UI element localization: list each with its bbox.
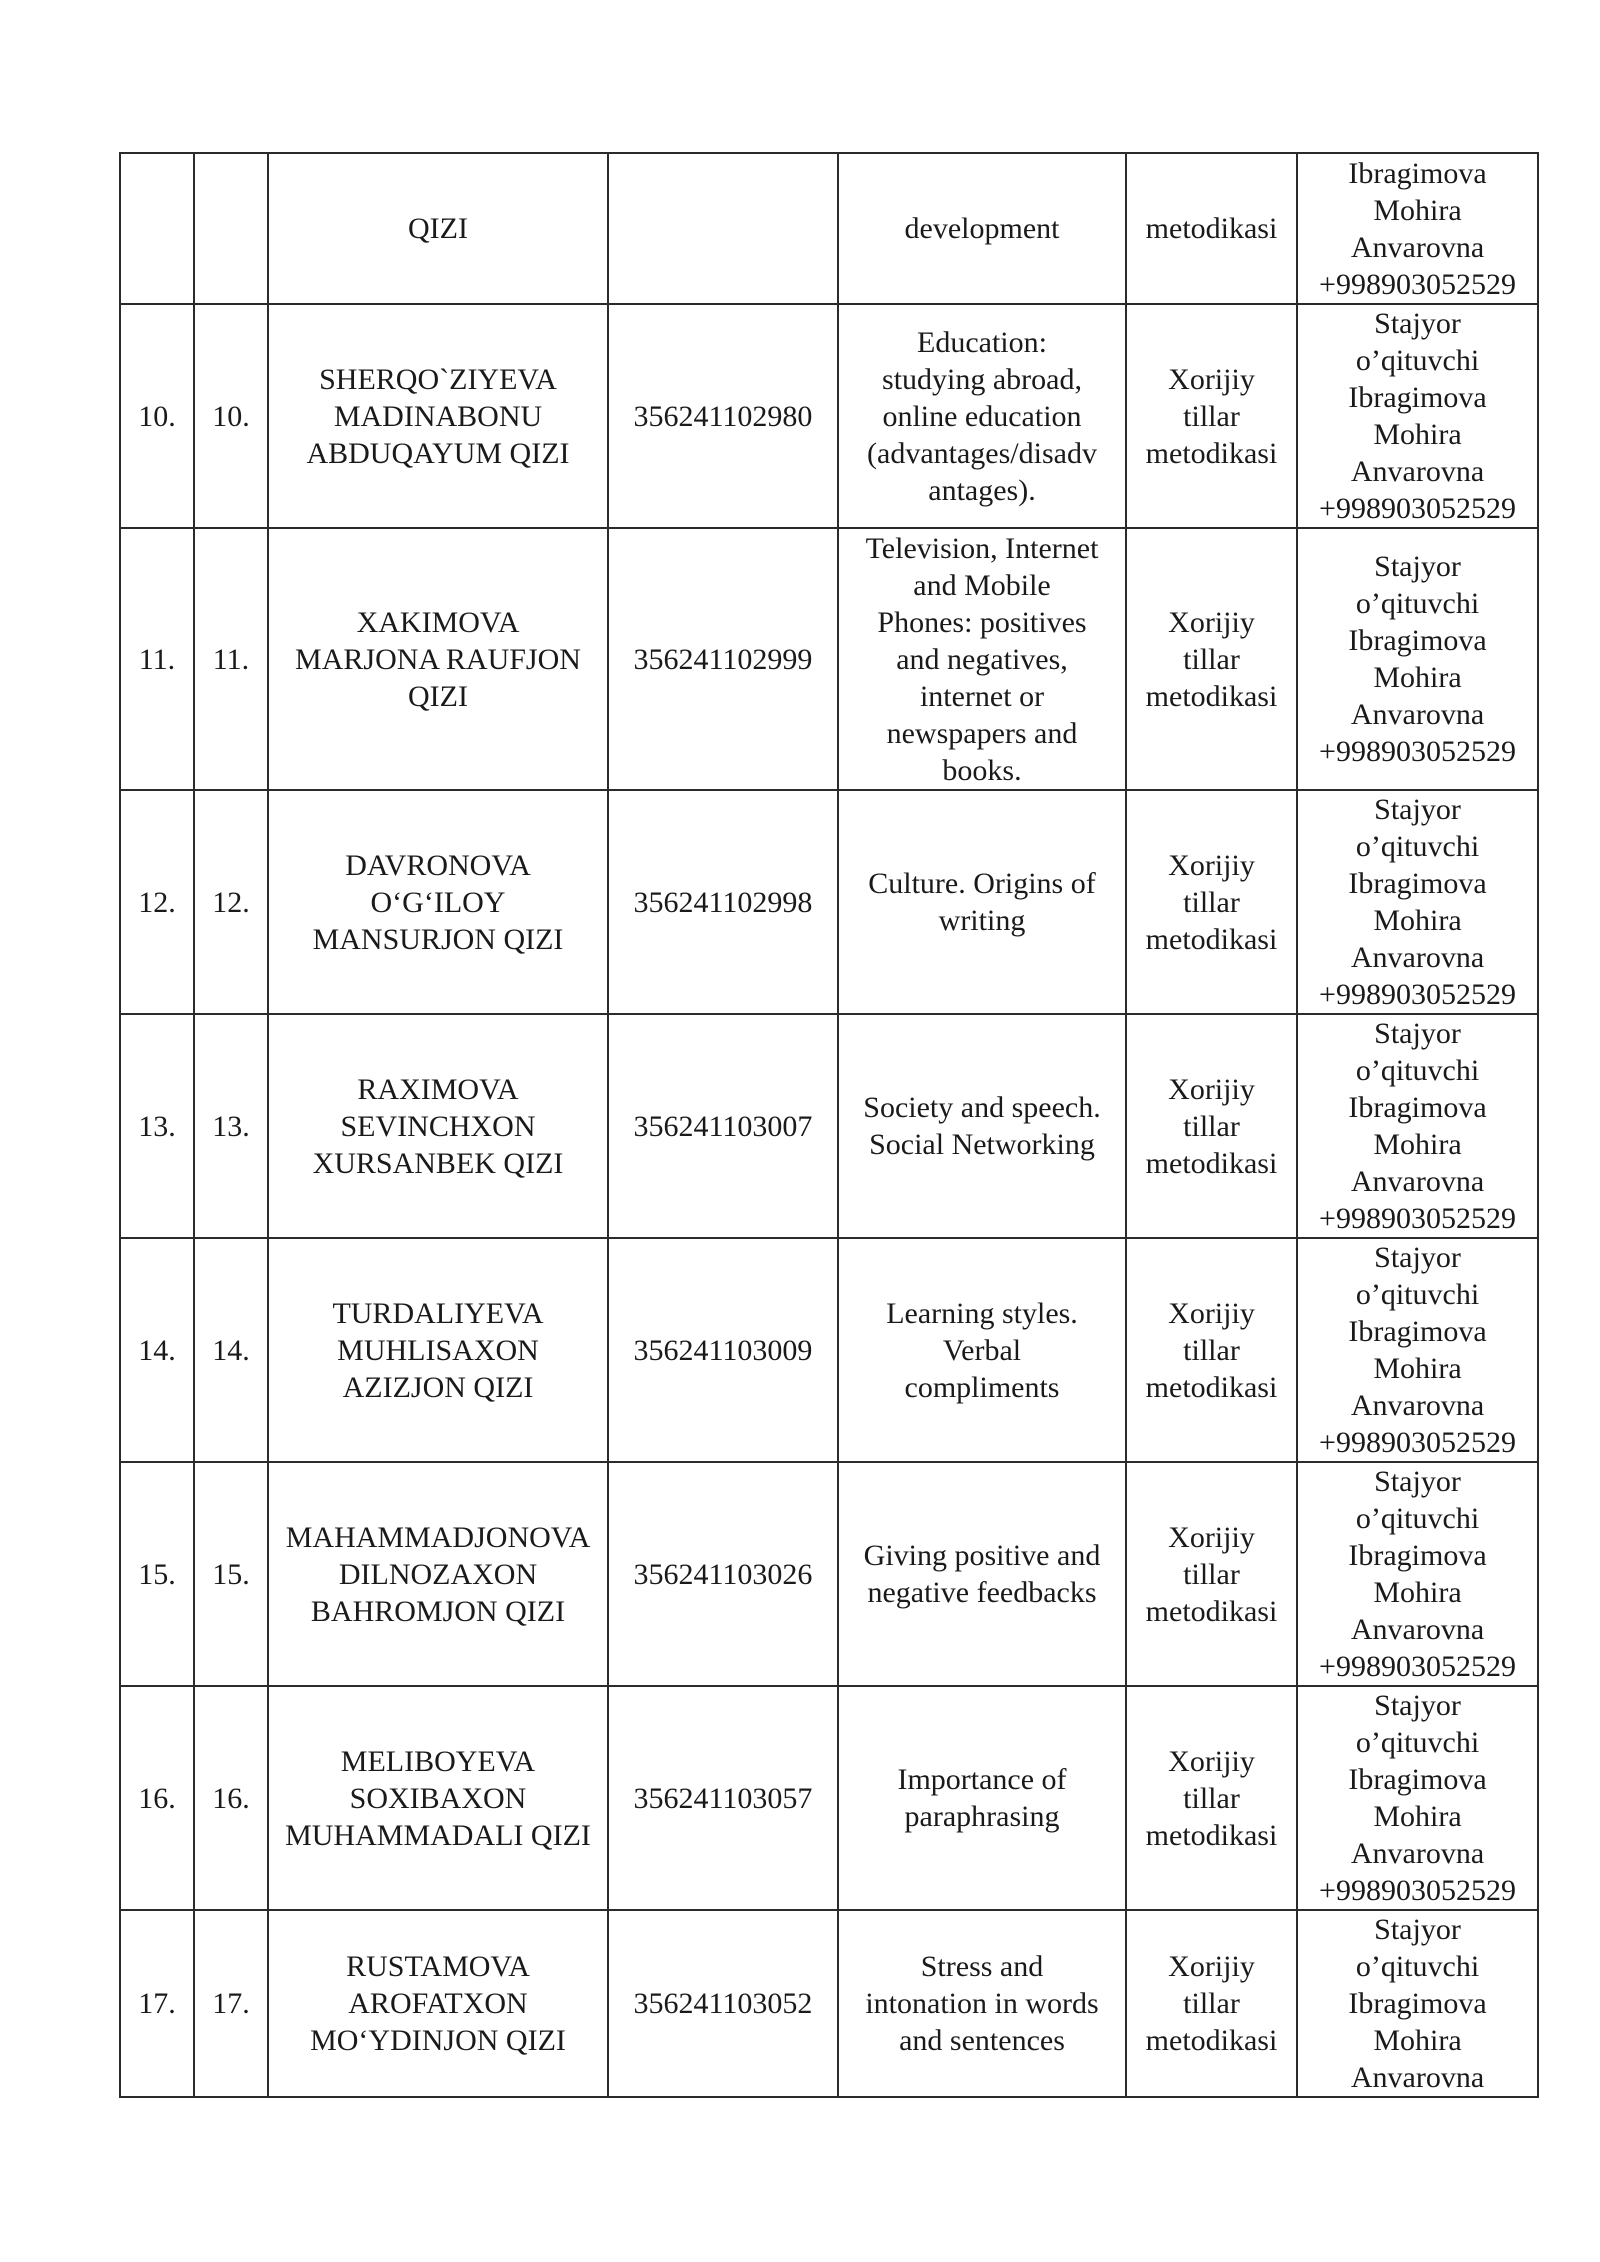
topic-title-line: internet or — [919, 679, 1045, 713]
supervisor-line: Stajyor — [1374, 1465, 1461, 1498]
department-line: Xorijiy — [1168, 1744, 1255, 1778]
department — [1126, 1238, 1297, 1462]
supervisor-line: o’qituvchi — [1355, 1950, 1480, 1983]
department — [1126, 153, 1297, 304]
topic-title-line: books. — [942, 753, 1022, 787]
department-line: metodikasi — [1145, 1370, 1278, 1404]
student-name-line: O‘G‘ILOY — [370, 885, 506, 919]
table-row — [120, 790, 1538, 1014]
supervisor-line: Ibragimova — [1348, 1091, 1487, 1124]
table-row — [120, 1462, 1538, 1686]
supervisor-line: Mohira — [1373, 1128, 1462, 1161]
supervisor-line: Ibragimova — [1348, 1987, 1487, 2020]
supervisor-line: o’qituvchi — [1355, 587, 1480, 620]
list-number: 15. — [194, 1462, 268, 1686]
supervisor-line: Anvarovna — [1350, 941, 1485, 974]
department-line: tillar — [1183, 885, 1240, 919]
row-number — [120, 153, 194, 304]
topic-title-line: (advantages/disadv — [867, 436, 1097, 470]
list-number: 10. — [194, 304, 268, 528]
student-name — [268, 528, 608, 790]
topic-title-line: Society and speech. — [863, 1091, 1101, 1124]
supervisor-line: Mohira — [1373, 2024, 1462, 2057]
topic-title-line: negative feedbacks — [867, 1576, 1097, 1609]
student-id: 356241102999 — [608, 528, 838, 790]
table-row — [120, 304, 1538, 528]
student-name-line: MELIBOYEVA — [340, 1744, 536, 1778]
department-line: tillar — [1183, 1109, 1240, 1143]
supervisor-line: +998903052529 — [1319, 735, 1516, 768]
table-row — [120, 1014, 1538, 1238]
department — [1126, 1686, 1297, 1910]
topic-title-line: Learning styles. — [886, 1296, 1078, 1330]
topic-title-line: and sentences — [899, 2024, 1065, 2057]
supervisor — [1297, 1238, 1538, 1462]
supervisor-line: Ibragimova — [1348, 624, 1487, 657]
student-name-line: AROFATXON — [348, 1987, 528, 2020]
row-number: 17. — [120, 1910, 194, 2097]
student-name-line: XURSANBEK QIZI — [312, 1146, 564, 1180]
student-id: 356241102980 — [608, 304, 838, 528]
supervisor — [1297, 1014, 1538, 1238]
supervisor-line: +998903052529 — [1319, 1426, 1516, 1459]
row-number: 10. — [120, 304, 194, 528]
student-id: 356241103026 — [608, 1462, 838, 1686]
topic-title-line: paraphrasing — [904, 1800, 1060, 1833]
row-number: 15. — [120, 1462, 194, 1686]
supervisor-line: Ibragimova — [1348, 1315, 1487, 1348]
supervisor-line: Mohira — [1373, 1352, 1462, 1385]
row-number: 13. — [120, 1014, 194, 1238]
topic-title — [838, 1014, 1126, 1238]
department — [1126, 1014, 1297, 1238]
student-name — [268, 790, 608, 1014]
supervisor-line: +998903052529 — [1319, 978, 1516, 1011]
supervisor-line: o’qituvchi — [1355, 830, 1480, 863]
topic-title — [838, 1462, 1126, 1686]
list-number: 12. — [194, 790, 268, 1014]
student-id: 356241102998 — [608, 790, 838, 1014]
supervisor — [1297, 1462, 1538, 1686]
topic-title-line: Education: — [917, 325, 1047, 359]
department — [1126, 304, 1297, 528]
supervisor-line: Ibragimova — [1348, 381, 1487, 414]
topic-title — [838, 1238, 1126, 1462]
department-line: metodikasi — [1145, 436, 1278, 470]
row-number: 16. — [120, 1686, 194, 1910]
topic-title-line: Stress and — [920, 1950, 1044, 1983]
topic-title — [838, 1686, 1126, 1910]
department-line: tillar — [1183, 1557, 1240, 1591]
topic-title — [838, 790, 1126, 1014]
topic-title-line: Culture. Origins of — [868, 867, 1096, 900]
supervisor — [1297, 1686, 1538, 1910]
student-id: 356241103057 — [608, 1686, 838, 1910]
list-number: 11. — [194, 528, 268, 790]
student-name — [268, 1686, 608, 1910]
student-name-line: MADINABONU — [333, 399, 543, 433]
supervisor-line: o’qituvchi — [1355, 1726, 1480, 1759]
student-name-line: MAHAMMADJONOVA — [285, 1520, 591, 1554]
list-number: 17. — [194, 1910, 268, 2097]
table-row — [120, 528, 1538, 790]
supervisor-line: Mohira — [1373, 418, 1462, 451]
student-name-line: MO‘YDINJON QIZI — [310, 2024, 566, 2057]
student-id: 356241103009 — [608, 1238, 838, 1462]
topic-title-line: Importance of — [897, 1763, 1067, 1796]
student-name-line: QIZI — [408, 679, 468, 713]
department-line: tillar — [1183, 1987, 1240, 2020]
table-row — [120, 153, 1538, 304]
student-name-line: SEVINCHXON — [340, 1109, 536, 1143]
supervisor-line: Mohira — [1373, 1576, 1462, 1609]
department-line: metodikasi — [1145, 2024, 1278, 2057]
topic-title-line: and Mobile — [913, 568, 1051, 602]
topic-title-line: writing — [938, 904, 1026, 937]
student-name-line: MANSURJON QIZI — [312, 922, 564, 956]
supervisor-line: Anvarovna — [1350, 1389, 1485, 1422]
table-body — [120, 153, 1538, 2097]
topic-title-line: online education — [882, 399, 1082, 433]
table-row — [120, 1238, 1538, 1462]
supervisor-line: +998903052529 — [1319, 1650, 1516, 1683]
supervisor-line: Stajyor — [1374, 307, 1461, 340]
student-name-line: SHERQO`ZIYEVA — [319, 362, 557, 396]
supervisor-line: Ibragimova — [1348, 1539, 1487, 1572]
supervisor-line: Stajyor — [1374, 550, 1461, 583]
department — [1126, 528, 1297, 790]
supervisor — [1297, 304, 1538, 528]
supervisor-line: Stajyor — [1374, 1241, 1461, 1274]
department-line: Xorijiy — [1168, 605, 1255, 639]
department-line: metodikasi — [1145, 922, 1278, 956]
student-name-line: DILNOZAXON — [338, 1557, 538, 1591]
topic-title-line: development — [904, 212, 1060, 245]
student-name — [268, 1462, 608, 1686]
student-name-line: AZIZJON QIZI — [342, 1370, 534, 1404]
supervisor-line: +998903052529 — [1319, 1202, 1516, 1235]
department-line: tillar — [1183, 642, 1240, 676]
student-name — [268, 1238, 608, 1462]
supervisor-line: Ibragimova — [1348, 1763, 1487, 1796]
supervisor-line: Anvarovna — [1350, 698, 1485, 731]
supervisor-line: +998903052529 — [1319, 267, 1516, 301]
row-number: 11. — [120, 528, 194, 790]
supervisor — [1297, 790, 1538, 1014]
supervisor-line: o’qituvchi — [1355, 344, 1480, 377]
supervisor-line: Anvarovna — [1350, 1613, 1485, 1646]
department-line: metodikasi — [1145, 1818, 1278, 1852]
supervisor-line: Mohira — [1373, 661, 1462, 694]
supervisor — [1297, 528, 1538, 790]
student-name-line: BAHROMJON QIZI — [310, 1594, 566, 1628]
topic-title-line: Giving positive and — [863, 1539, 1101, 1572]
department-line: tillar — [1183, 1333, 1240, 1367]
student-name — [268, 304, 608, 528]
topic-title-line: newspapers and — [886, 716, 1078, 750]
student-name-line: RUSTAMOVA — [346, 1950, 530, 1983]
department — [1126, 790, 1297, 1014]
student-name-line: MARJONA RAUFJON — [295, 642, 581, 676]
student-name-line: QIZI — [408, 212, 468, 245]
supervisor-line: Anvarovna — [1350, 455, 1485, 488]
department — [1126, 1462, 1297, 1686]
supervisor-line: Stajyor — [1374, 793, 1461, 826]
supervisor-line: o’qituvchi — [1355, 1502, 1480, 1535]
student-name-line: MUHLISAXON — [337, 1333, 539, 1367]
supervisor-line: Stajyor — [1374, 1913, 1461, 1946]
supervisor-line: Anvarovna — [1350, 1837, 1485, 1870]
row-number: 14. — [120, 1238, 194, 1462]
student-name-line: MUHAMMADALI QIZI — [285, 1818, 591, 1852]
topic-title-line: antages). — [928, 473, 1036, 507]
table-row — [120, 1686, 1538, 1910]
student-name — [268, 153, 608, 304]
supervisor — [1297, 1910, 1538, 2097]
topic-title-line: Phones: positives — [877, 605, 1087, 639]
supervisor-line: Ibragimova — [1348, 156, 1487, 190]
department-line: Xorijiy — [1168, 362, 1255, 396]
student-name-line: XAKIMOVA — [356, 605, 520, 639]
supervisor-line: Stajyor — [1374, 1689, 1461, 1722]
department-line: metodikasi — [1145, 1594, 1278, 1628]
department-line: metodikasi — [1145, 212, 1278, 245]
supervisor-line: Anvarovna — [1350, 230, 1485, 264]
list-number — [194, 153, 268, 304]
supervisor-line: +998903052529 — [1319, 492, 1516, 525]
department-line: Xorijiy — [1168, 1520, 1255, 1554]
student-id — [608, 153, 838, 304]
list-number: 14. — [194, 1238, 268, 1462]
supervisor-line: o’qituvchi — [1355, 1278, 1480, 1311]
list-number: 16. — [194, 1686, 268, 1910]
student-name — [268, 1910, 608, 2097]
supervisor — [1297, 153, 1538, 304]
topic-title-line: Television, Internet — [865, 531, 1099, 565]
topic-title — [838, 153, 1126, 304]
topic-title — [838, 1910, 1126, 2097]
supervisor-line: Mohira — [1373, 1800, 1462, 1833]
supervisor-line: +998903052529 — [1319, 1874, 1516, 1907]
department-line: Xorijiy — [1168, 1950, 1255, 1983]
student-name-line: RAXIMOVA — [357, 1072, 519, 1106]
row-number: 12. — [120, 790, 194, 1014]
student-name-line: DAVRONOVA — [345, 848, 531, 882]
supervisor-line: Mohira — [1373, 904, 1462, 937]
supervisor-line: o’qituvchi — [1355, 1054, 1480, 1087]
department-line: tillar — [1183, 1781, 1240, 1815]
department-line: Xorijiy — [1168, 1072, 1255, 1106]
student-name-line: ABDUQAYUM QIZI — [306, 436, 570, 470]
student-name — [268, 1014, 608, 1238]
supervisor-line: Mohira — [1373, 193, 1462, 227]
department-line: metodikasi — [1145, 1146, 1278, 1180]
list-number: 13. — [194, 1014, 268, 1238]
topic-title-line: Social Networking — [869, 1128, 1095, 1161]
department-line: Xorijiy — [1168, 1296, 1255, 1330]
student-id: 356241103007 — [608, 1014, 838, 1238]
student-name-line: TURDALIYEVA — [332, 1296, 544, 1330]
topic-title — [838, 304, 1126, 528]
student-id: 356241103052 — [608, 1910, 838, 2097]
student-name-line: SOXIBAXON — [349, 1781, 527, 1815]
topic-title-line: and negatives, — [896, 642, 1068, 676]
supervisor-line: Stajyor — [1374, 1017, 1461, 1050]
department-line: Xorijiy — [1168, 848, 1255, 882]
department-line: metodikasi — [1145, 679, 1278, 713]
topic-title-line: studying abroad, — [882, 362, 1082, 396]
table-row — [120, 1910, 1538, 2097]
supervisor-line: Ibragimova — [1348, 867, 1487, 900]
topic-title-line: intonation in words — [865, 1987, 1099, 2020]
department — [1126, 1910, 1297, 2097]
topic-title-line: compliments — [904, 1370, 1060, 1404]
department-line: tillar — [1183, 399, 1240, 433]
topic-title — [838, 528, 1126, 790]
student-topic-table — [119, 152, 1539, 2098]
supervisor-line: Anvarovna — [1350, 1165, 1485, 1198]
supervisor-line: Anvarovna — [1350, 2061, 1485, 2094]
topic-title-line: Verbal — [942, 1333, 1022, 1367]
